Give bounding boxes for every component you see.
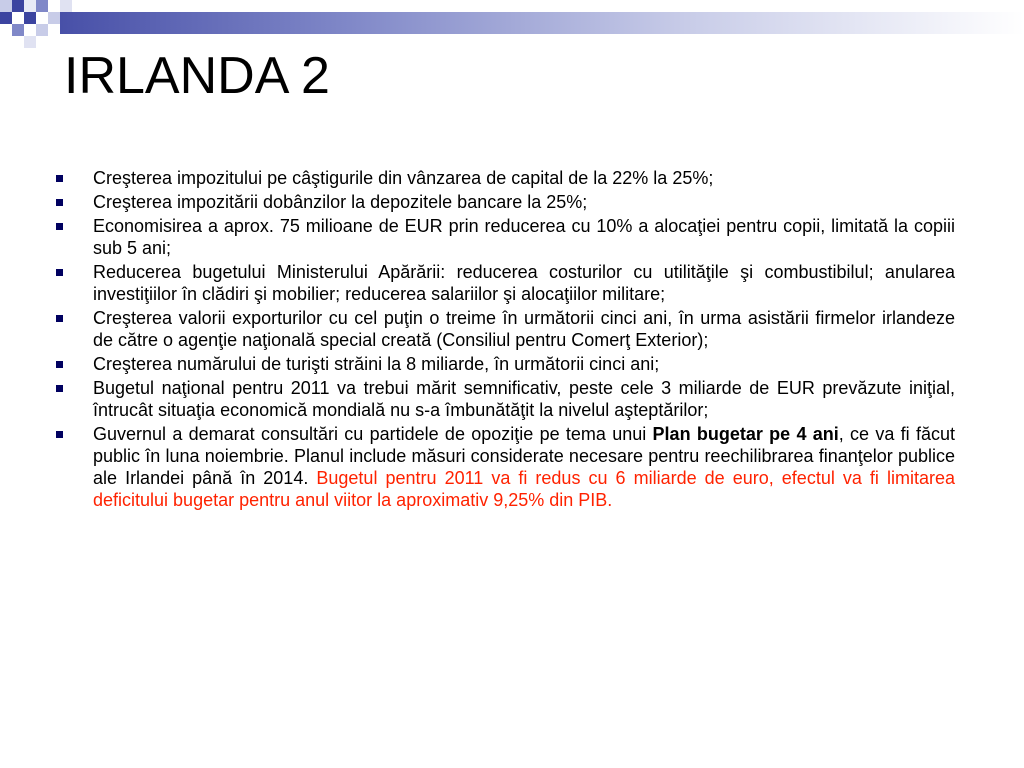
budget-plan-text: Guvernul a demarat consultări cu partidele de opoziţie pe tema unui [93, 424, 653, 444]
list-item: Reducerea bugetului Ministerului Apărării: reducerea costurilor cu utilităţile şi combustibilul; anularea investiţiilor în clădiri şi mobilier; reducerea salariilor şi alocaţiilor militare; [52, 261, 955, 305]
budget-plan-bold: Plan bugetar pe 4 ani [652, 424, 839, 444]
square-bullet-icon [56, 315, 63, 322]
square-bullet-icon [56, 385, 63, 392]
square-bullet-icon [56, 175, 63, 182]
deco-square [36, 0, 48, 12]
deco-square [60, 0, 72, 12]
deco-square [12, 0, 24, 12]
deco-square [12, 24, 24, 36]
budget-plan-text-cont: , ce va fi făcut public în luna noiembrie. Planul include măsuri considerate necesare pentru reechilibrarea finanţelor publice ale Irlandei până în 2014. [93, 424, 955, 488]
deco-square [48, 12, 60, 24]
deco-square [24, 36, 36, 48]
deco-square [24, 0, 36, 12]
deco-square [0, 12, 12, 24]
deco-square [36, 24, 48, 36]
list-item: Creşterea numărului de turişti străini la 8 miliarde, în următorii cinci ani; [52, 353, 955, 375]
deco-square [24, 12, 36, 24]
bullet-list [52, 167, 955, 513]
list-item: Bugetul naţional pentru 2011 va trebui mărit semnificativ, peste cele 3 miliarde de EUR prevăzute iniţial, întrucât situaţia economică mondială nu s-a îmbunătăţit la nivelul aşteptărilor; [52, 377, 955, 421]
list-item: Creşterea valorii exporturilor cu cel puţin o treime în următorii cinci ani, în urma asistării firmelor irlandeze de către o agenţie naţională special creată (Consiliul pentru Comerţ Exterior); [52, 307, 955, 351]
deco-square [0, 0, 12, 12]
list-item [52, 423, 955, 511]
budget-highlight: Bugetul pentru 2011 va fi redus cu 6 miliarde de euro, efectul va fi limitarea deficitului bugetar pentru anul viitor la aproximativ 9,25% din PIB. [93, 468, 955, 510]
square-bullet-icon [56, 431, 63, 438]
deco-gradient-bar [60, 12, 1024, 34]
square-bullet-icon [56, 269, 63, 276]
square-bullet-icon [56, 223, 63, 230]
square-bullet-icon [56, 199, 63, 206]
slide-title: IRLANDA 2 [64, 47, 330, 105]
list-item: Creşterea impozitării dobânzilor la depozitele bancare la 25%; [52, 191, 955, 213]
square-bullet-icon [56, 361, 63, 368]
list-item: Economisirea a aprox. 75 milioane de EUR prin reducerea cu 10% a alocaţiei pentru copii, limitată la copiii sub 5 ani; [52, 215, 955, 259]
list-item: Creşterea impozitului pe câştigurile din vânzarea de capital de la 22% la 25%; [52, 167, 955, 189]
